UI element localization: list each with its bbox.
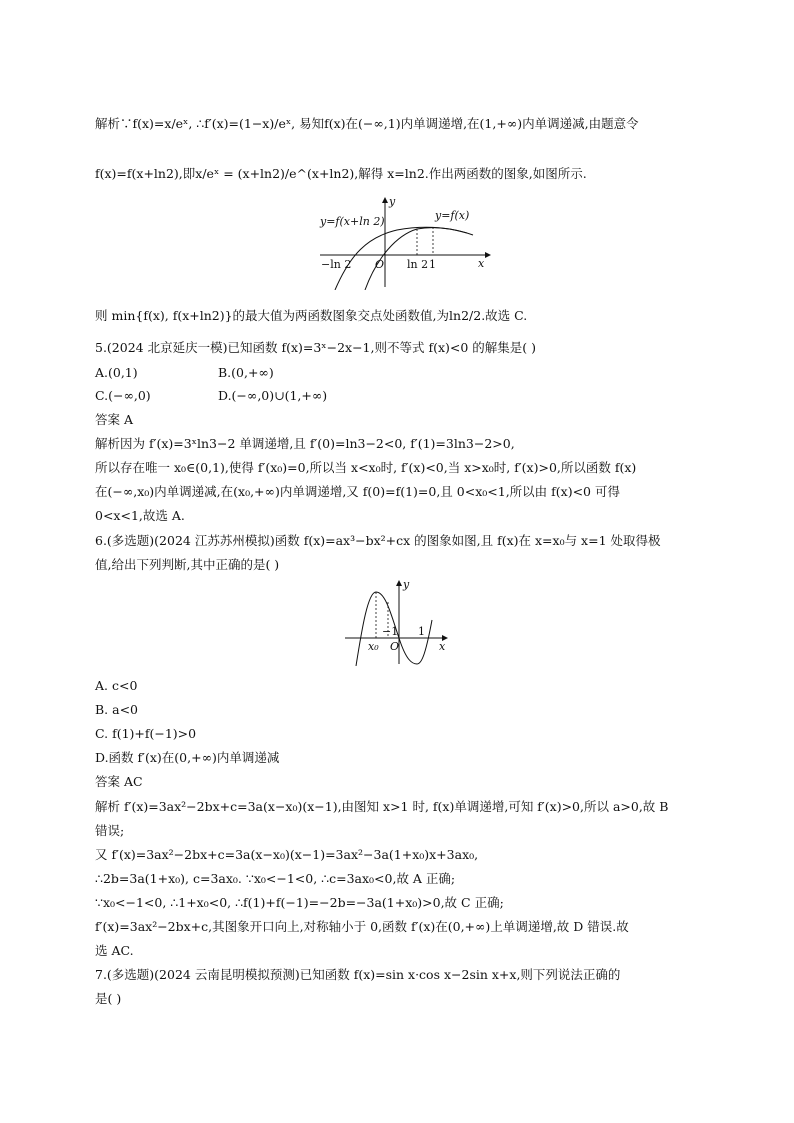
y-axis-arrow-icon — [382, 197, 388, 203]
x-axis-arrow-icon — [485, 252, 491, 258]
question-6-stem-2: 值,给出下列判断,其中正确的是( ) — [95, 557, 280, 572]
tick-ln2: ln 2 — [407, 258, 429, 271]
question-5-option-b: B.(0,+∞) — [218, 365, 274, 380]
question-7-stem-2: 是( ) — [95, 991, 122, 1006]
question-6-option-d: D.函数 f′(x)在(0,+∞)内单调递减 — [95, 750, 280, 765]
question-6-option-b: B. a<0 — [95, 702, 139, 717]
question-6-answer: 答案 AC — [95, 774, 143, 789]
label-y: y — [403, 578, 410, 591]
question-5-option-d: D.(−∞,0)∪(1,+∞) — [218, 388, 328, 403]
question-6-solution-3: 又 f′(x)=3ax²−2bx+c=3a(x−x₀)(x−1)=3ax²−3a(1+x₀)x+3ax₀, — [95, 847, 479, 862]
tick-origin: O — [375, 258, 385, 271]
label-x: x — [439, 640, 446, 653]
question-6-stem-1: 6.(多选题)(2024 江苏苏州模拟)函数 f(x)=ax³−bx²+cx 的图象如图,且 f(x)在 x=x₀与 x=1 处取得极 — [95, 533, 661, 548]
question-5-option-a: A.(0,1) — [95, 365, 138, 380]
question-6-solution-2: 错误; — [95, 823, 125, 838]
question-6-option-a: A. c<0 — [95, 678, 138, 693]
tick-origin: O — [390, 640, 400, 653]
figure-cubic — [342, 578, 452, 666]
question-5-answer: 答案 A — [95, 412, 134, 427]
tick-neg-ln2: −ln 2 — [321, 258, 352, 271]
question-6-solution-5: ∵x₀<−1<0, ∴1+x₀<0, ∴f(1)+f(−1)=−2b=−3a(1+x₀)>0,故 C 正确; — [95, 895, 504, 910]
question-5-solution-4: 0<x<1,故选 A. — [95, 508, 185, 523]
tick-neg1: −1 — [382, 625, 399, 638]
tick-one: 1 — [429, 258, 436, 271]
label-right-curve: y=f(x) — [435, 209, 470, 222]
curve-f-x-plus-ln2 — [335, 227, 473, 290]
label-x: x — [478, 257, 485, 270]
solution-4-line-1: 解析∵f(x)=x/eˣ, ∴f′(x)=(1−x)/eˣ, 易知f(x)在(−∞,1)内单调递增,在(1,+∞)内单调递减,由题意令 — [95, 116, 639, 131]
label-left-curve: y=f(x+ln 2) — [320, 215, 385, 228]
question-6-solution-4: ∴2b=3a(1+x₀), c=3ax₀. ∵x₀<−1<0, ∴c=3ax₀<0,故 A 正确; — [95, 871, 456, 886]
question-6-option-c: C. f(1)+f(−1)>0 — [95, 726, 197, 741]
tick-x0: x₀ — [368, 640, 379, 653]
question-6-solution-7: 选 AC. — [95, 943, 134, 958]
question-5-option-c: C.(−∞,0) — [95, 388, 151, 403]
question-6-solution-1: 解析 f′(x)=3ax²−2bx+c=3a(x−x₀)(x−1),由图知 x>1 时, f(x)单调递增,可知 f′(x)>0,所以 a>0,故 B — [95, 799, 669, 814]
tick-one: 1 — [418, 625, 425, 638]
question-5-stem: 5.(2024 北京延庆一模)已知函数 f(x)=3ˣ−2x−1,则不等式 f(x)<0 的解集是( ) — [95, 340, 536, 355]
solution-4-line-3: 则 min{f(x), f(x+ln2)}的最大值为两函数图象交点处函数值,为ln2/2.故选 C. — [95, 308, 528, 323]
label-y: y — [389, 195, 396, 208]
question-5-solution-1: 解析因为 f′(x)=3ˣln3−2 单调递增,且 f′(0)=ln3−2<0, f′(1)=3ln3−2>0, — [95, 436, 515, 451]
question-5-solution-2: 所以存在唯一 x₀∈(0,1),使得 f′(x₀)=0,所以当 x<x₀时, f′(x)<0,当 x>x₀时, f′(x)>0,所以函数 f(x) — [95, 460, 637, 475]
solution-4-line-2: f(x)=f(x+ln2),即x/eˣ = (x+ln2)/e^(x+ln2),解得 x=ln2.作出两函数的图象,如图所示. — [95, 166, 587, 181]
question-7-stem-1: 7.(多选题)(2024 云南昆明模拟预测)已知函数 f(x)=sin x·cos x−2sin x+x,则下列说法正确的 — [95, 967, 621, 982]
question-6-solution-6: f′(x)=3ax²−2bx+c,其图象开口向上,对称轴小于 0,函数 f′(x)在(0,+∞)上单调递增,故 D 错误.故 — [95, 919, 629, 934]
figure-two-curves — [315, 195, 495, 290]
y-axis-arrow-icon — [396, 580, 402, 586]
question-5-solution-3: 在(−∞,x₀)内单调递减,在(x₀,+∞)内单调递增,又 f(0)=f(1)=0,且 0<x₀<1,所以由 f(x)<0 可得 — [95, 484, 620, 499]
